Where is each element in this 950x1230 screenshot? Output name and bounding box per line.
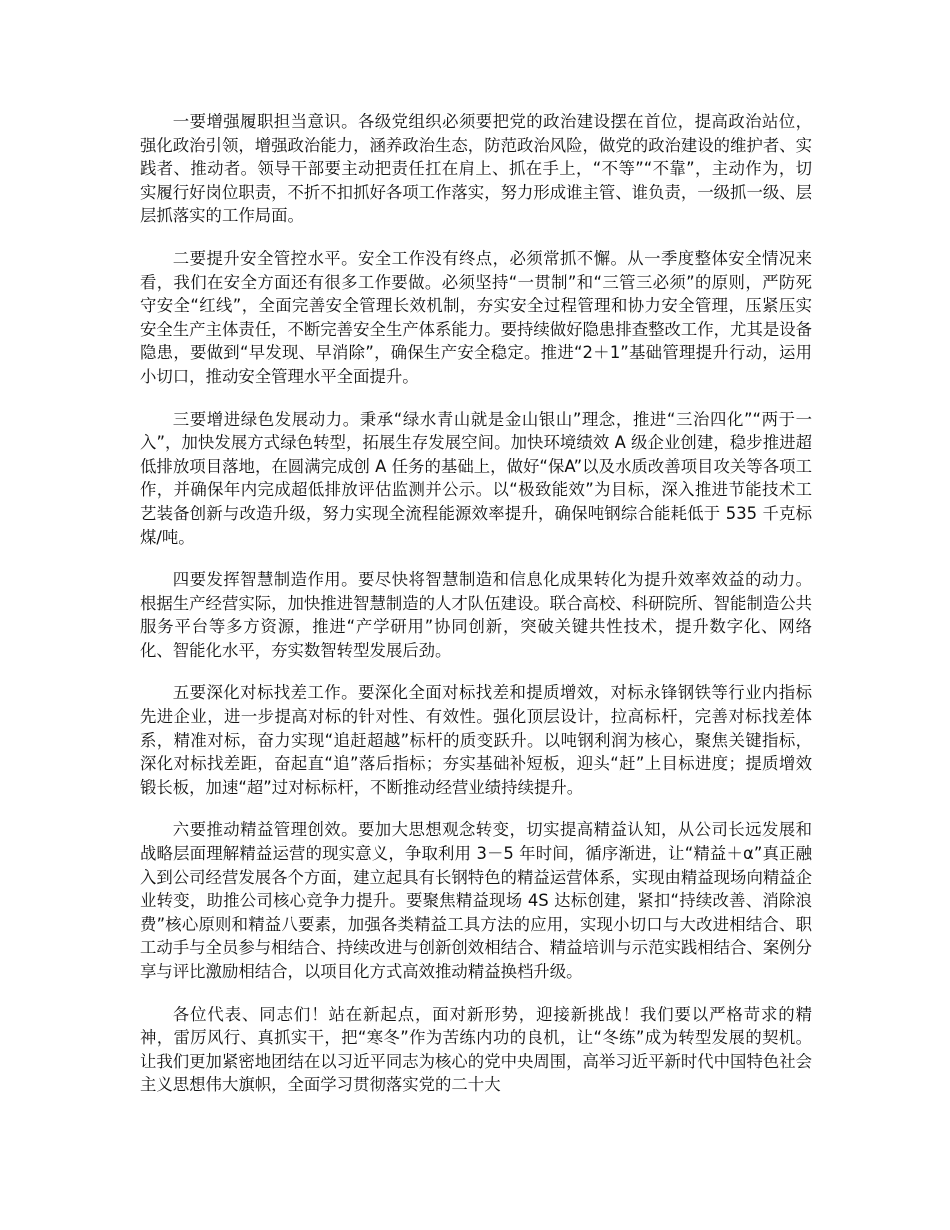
paragraph-5: 五要深化对标找差工作。要深化全面对标找差和提质增效，对标永锋钢铁等行业内指标先进企业，进一步提高对标的针对性、有效性。强化顶层设计，拉高标杆，完善对标找差体系，精准对标，奋力实现“追赶超越”标杆的质变跃升。以吨钢利润为核心，聚焦关键指标，深化对标找差距，奋起直“追”落后指标；夯实基础补短板，迎头“赶”上目标进度；提质增效锻长板，加速“超”过对标标杆，不断推动经营业绩持续提升。 [140,683,812,797]
paragraph-7: 各位代表、同志们！站在新起点，面对新形势，迎接新挑战！我们要以严格苛求的精神，雷厉风行、真抓实干，把“寒冬”作为苦练内功的良机，让“冬练”成为转型发展的契机。让我们更加紧密地团结在以习近平同志为核心的党中央周围，高举习近平新时代中国特色社会主义思想伟大旗帜，全面学习贯彻落实党的二十大 [140,1004,813,1095]
paragraph-6: 六要推动精益管理创效。要加大思想观念转变，切实提高精益认知，从公司长远发展和战略层面理解精益运营的现实意义，争取利用 3－5 年时间，循序渐进，让“精益＋α”真正融入到公司经营发展各个方面，建立起具有长钢特色的精益运营体系，实现由精益现场向精益企业转变，助推公司核心竞争力提升。要聚焦精益现场 4S 达标创建，紧扣“持续改善、消除浪费”核心原则和精益八要素，加强各类精益工具方法的应用，实现小切口与大改进相结合、职工动手与全员参与相结合、持续改进与创新创效相结合、精益培训与示范实践相结合、案例分享与评比激励相结合，以项目化方式高效推动精益换档升级。 [140,820,813,981]
paragraph-3: 三要增进绿色发展动力。秉承“绿水青山就是金山银山”理念，推进“三治四化”“两于一入”，加快发展方式绿色转型，拓展生存发展空间。加快环境绩效 A 级企业创建，稳步推进超低排放项目落地，在圆满完成创 A 任务的基础上，做好“保A”以及水质改善项目攻关等各项工作，并确保年内完成超低排放评估监测并公示。以“极致能效”为目标，深入推进节能技术工艺装备创新与改造升级，努力实现全流程能源效率提升，确保吨钢综合能耗低于 535 千克标煤/吨。 [140,409,812,547]
paragraph-1: 一要增强履职担当意识。各级党组织必须要把党的政治建设摆在首位，提高政治站位，强化政治引领，增强政治能力，涵养政治生态，防范政治风险，做党的政治建设的维护者、实践者、推动者。领导干部要主动把责任扛在肩上、抓在手上，“不等”“不靠”，主动作为，切实履行好岗位职责，不折不扣抓好各项工作落实，努力形成谁主管、谁负责，一级抓一级、层层抓落实的工作局面。 [140,112,813,226]
paragraph-4: 四要发挥智慧制造作用。要尽快将智慧制造和信息化成果转化为提升效率效益的动力。根据生产经营实际，加快推进智慧制造的人才队伍建设。联合高校、科研院所、智能制造公共服务平台等多方资源，推进“产学研用”协同创新，突破关键共性技术，提升数字化、网络化、智能化水平，夯实数智转型发展后劲。 [140,570,813,660]
document-body [140,110,812,1116]
paragraph-2: 二要提升安全管控水平。安全工作没有终点，必须常抓不懈。从一季度整体安全情况来看，我们在安全方面还有很多工作要做。必须坚持“一贯制”和“三管三必须”的原则，严防死守安全“红线”，全面完善安全管理长效机制，夯实安全过程管理和协力安全管理，压紧压实安全生产主体责任，不断完善安全生产体系能力。要持续做好隐患排查整改工作，尤其是设备隐患，要做到“早发现、早消除”，确保生产安全稳定。推进“2＋1”基础管理提升行动，运用小切口，推动安全管理水平全面提升。 [140,248,813,386]
